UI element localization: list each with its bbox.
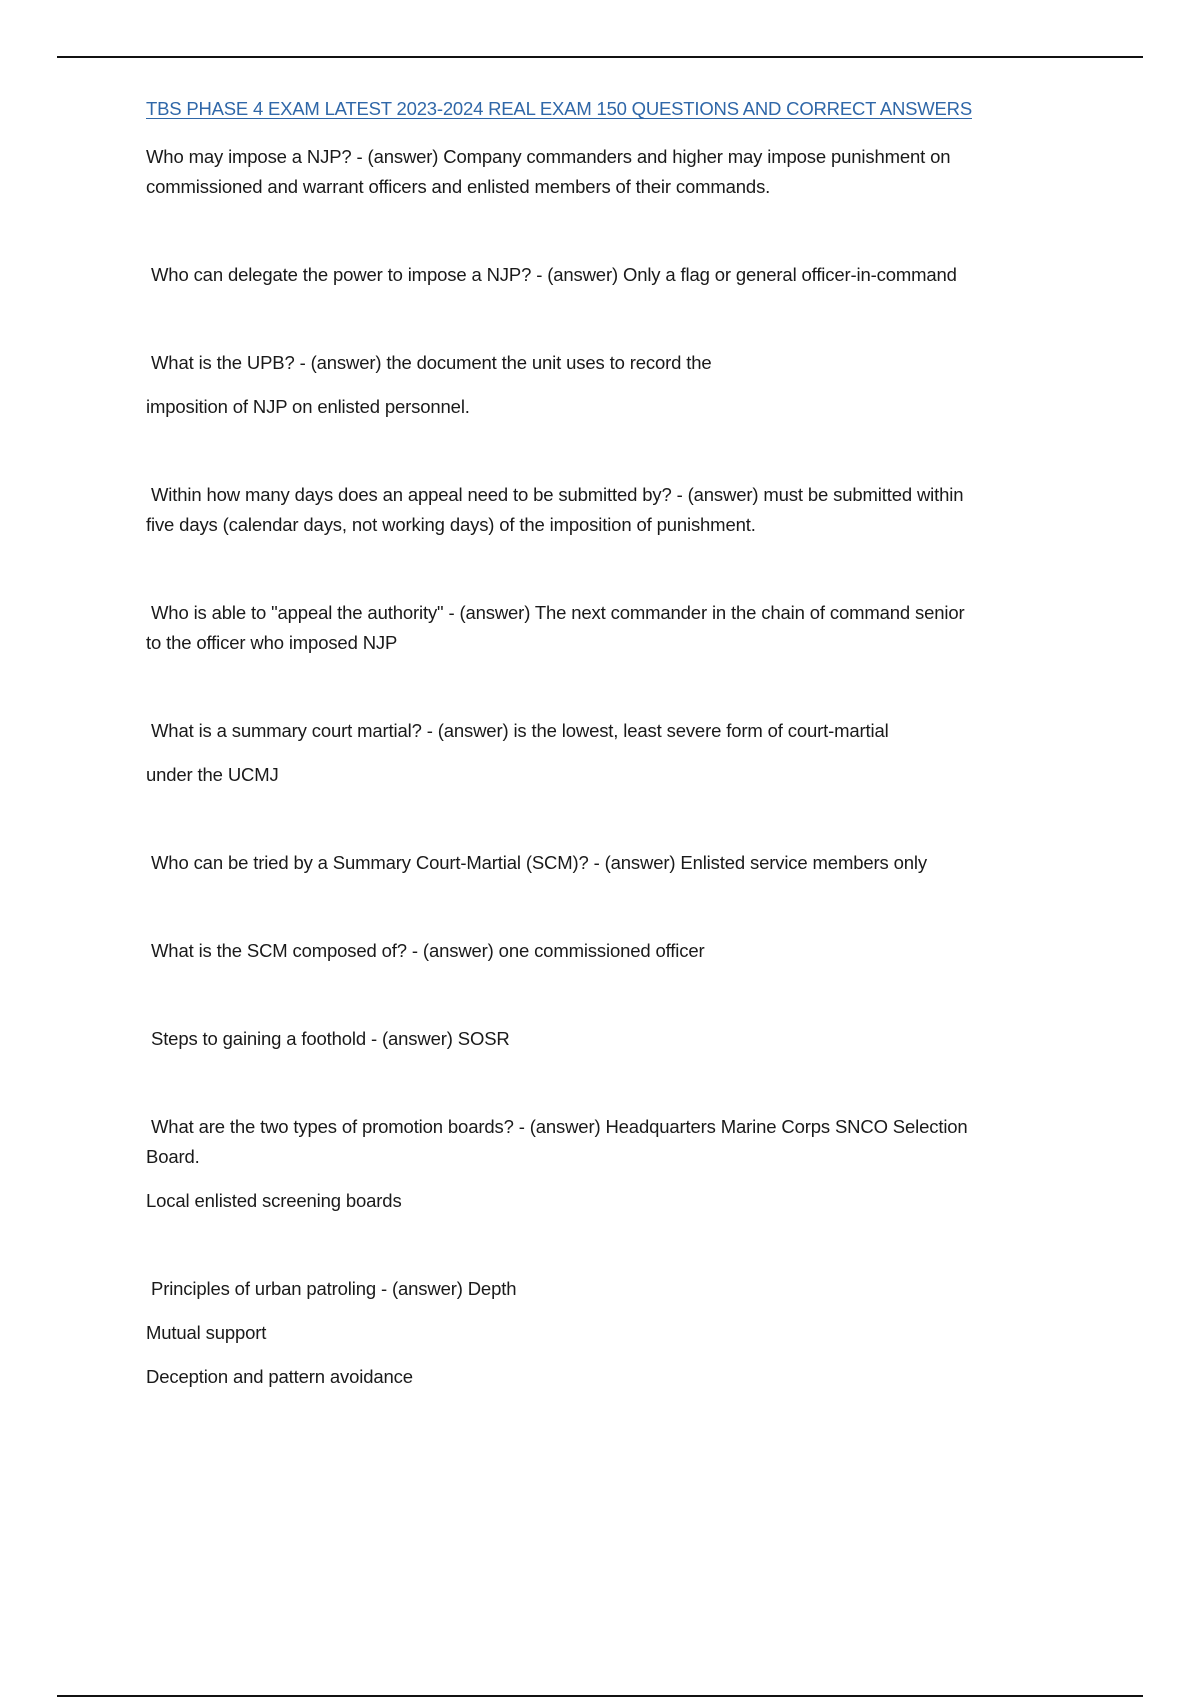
qa-item-4 (146, 480, 1086, 540)
qa-item-2-line-1: Who can delegate the power to impose a NJP? - (answer) Only a flag or general officer-in-command (151, 264, 957, 285)
qa-item-6-line-1: What is a summary court martial? - (answer) is the lowest, least severe form of court-martial (151, 720, 889, 741)
qa-item-11 (146, 1274, 1086, 1392)
document-title[interactable]: TBS PHASE 4 EXAM LATEST 2023-2024 REAL EXAM 150 QUESTIONS AND CORRECT ANSWERS (146, 98, 972, 119)
qa-item-1 (146, 142, 1086, 202)
qa-item-5-line-1: Who is able to "appeal the authority" - (answer) The next commander in the chain of command senior (151, 602, 965, 623)
qa-item-11-line-1: Principles of urban patroling - (answer) Depth (151, 1278, 517, 1299)
qa-item-8 (146, 936, 1086, 966)
footer-rule (57, 1695, 1143, 1697)
qa-item-3 (146, 348, 1086, 422)
qa-item-5-line-2: to the officer who imposed NJP (146, 632, 398, 653)
header-rule (57, 56, 1143, 58)
qa-item-6-line-2: under the UCMJ (146, 764, 279, 785)
qa-item-10-line-2: Board. (146, 1146, 200, 1167)
qa-item-11-line-3: Deception and pattern avoidance (146, 1366, 413, 1387)
qa-item-10 (146, 1112, 1086, 1216)
qa-item-10-line-3: Local enlisted screening boards (146, 1190, 402, 1211)
qa-item-3-line-1: What is the UPB? - (answer) the document the unit uses to record the (151, 352, 712, 373)
qa-item-5 (146, 598, 1086, 658)
qa-item-9 (146, 1024, 1086, 1054)
qa-item-3-line-2: imposition of NJP on enlisted personnel. (146, 396, 470, 417)
qa-item-6 (146, 716, 1086, 790)
qa-item-1-line-2: commissioned and warrant officers and enlisted members of their commands. (146, 176, 771, 197)
qa-item-8-line-1: What is the SCM composed of? - (answer) one commissioned officer (151, 940, 705, 961)
qa-item-7 (146, 848, 1086, 878)
qa-item-4-line-1: Within how many days does an appeal need to be submitted by? - (answer) must be submitted within (151, 484, 964, 505)
qa-item-2 (146, 260, 1086, 290)
qa-item-10-line-1: What are the two types of promotion boards? - (answer) Headquarters Marine Corps SNCO Selection (151, 1116, 968, 1137)
qa-item-7-line-1: Who can be tried by a Summary Court-Martial (SCM)? - (answer) Enlisted service members only (151, 852, 927, 873)
document-content (146, 98, 1086, 1392)
qa-item-4-line-2: five days (calendar days, not working days) of the imposition of punishment. (146, 514, 756, 535)
qa-list (146, 142, 1086, 1392)
qa-item-9-line-1: Steps to gaining a foothold - (answer) SOSR (151, 1028, 510, 1049)
qa-item-1-line-1: Who may impose a NJP? - (answer) Company commanders and higher may impose punishment on (146, 146, 951, 167)
qa-item-11-line-2: Mutual support (146, 1322, 267, 1343)
